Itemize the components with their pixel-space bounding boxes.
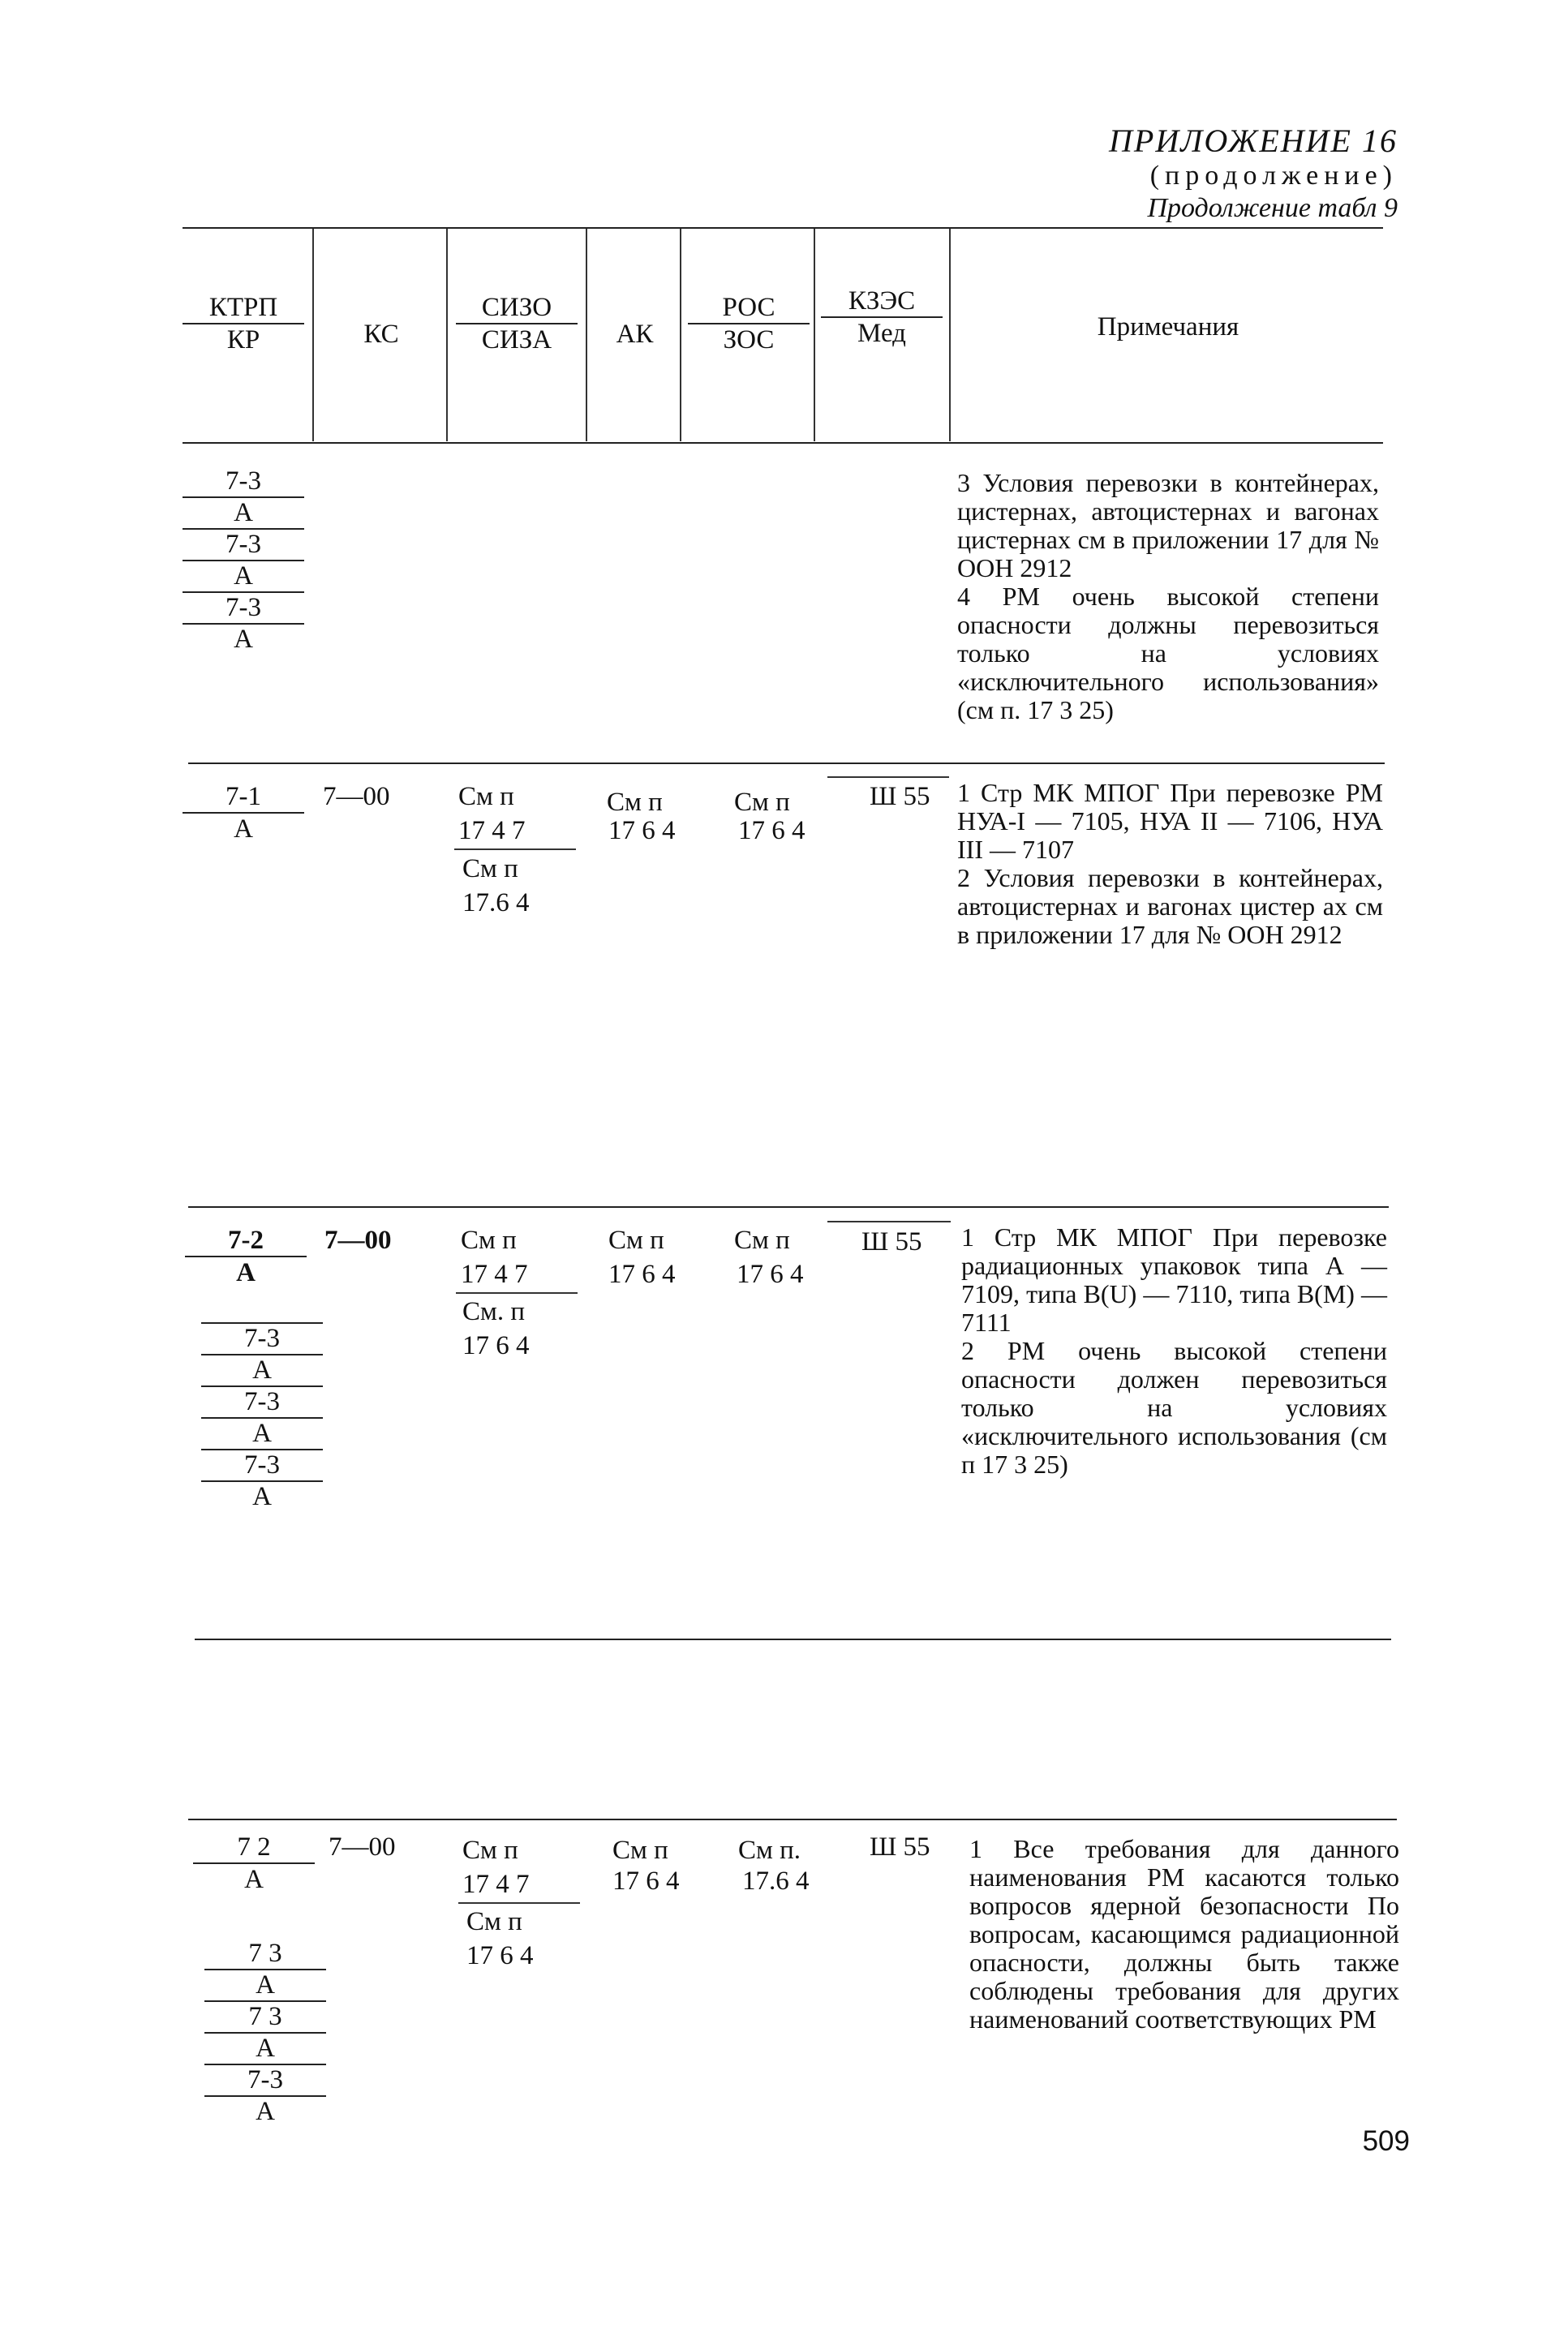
appendix-title: ПРИЛОЖЕНИЕ 16: [1109, 122, 1398, 159]
header-ak: АК: [616, 320, 654, 349]
stack-ktrp: 7-3: [247, 2065, 283, 2094]
page-header: [1109, 122, 1398, 225]
stack-kr: А: [234, 561, 253, 591]
stack-kr: А: [234, 625, 253, 654]
header-bottom-rule: [183, 442, 1383, 444]
cell-siza-2: 17 6 4: [466, 1941, 534, 1970]
cell-divider: [458, 1902, 580, 1904]
cell-ros-2: 17 6 4: [738, 816, 805, 845]
row-separator: [188, 1819, 1397, 1820]
header-med: Мед: [821, 316, 943, 349]
stack-ktrp: 7-3: [226, 593, 261, 622]
note-item: 3 Условия перевозки в контейнерах, цистернах, автоцистернах и вагонах цистернах см в приложении 17 для № ООН 2912: [957, 468, 1379, 582]
cell-ktrp: 7-2: [228, 1226, 264, 1255]
row-separator: [195, 1639, 1391, 1640]
col-divider: [446, 229, 448, 441]
header-ks: КС: [363, 320, 399, 349]
row4-ktrp-kr: [193, 1832, 315, 1895]
note-item: 2 РМ очень высокой степени опасности должен перевозиться только на условиях «исключительного использования (см п 17 3 25): [961, 1336, 1387, 1479]
note-item: 2 Условия перевозки в контейнерах, автоцистернах и вагонах цистер ах см в приложении 17 для № ООН 2912: [957, 863, 1383, 949]
header-ktrp-kr: [183, 292, 304, 355]
col-divider: [814, 229, 815, 441]
cell-siza-1: См. п: [462, 1297, 526, 1326]
cell-ks: 7—00: [324, 1226, 392, 1255]
cell-kzes: Ш 55: [870, 782, 930, 811]
note-item: 4 РМ очень высокой степени опасности должны перевозиться только на условиях «исключительного использования» (см п. 17 3 25): [957, 582, 1379, 724]
cell-kzes: Ш 55: [861, 1227, 922, 1257]
header-ros-zos: [688, 292, 810, 355]
cell-kzes: Ш 55: [870, 1832, 930, 1862]
header-notes: Примечания: [1097, 312, 1239, 342]
cell-sizo-1: См п: [462, 1836, 518, 1865]
cell-divider: [456, 1292, 578, 1294]
cell-siza-1: См п: [462, 854, 518, 883]
cell-ros-2: 17.6 4: [742, 1867, 810, 1896]
header-zos: ЗОС: [688, 323, 810, 355]
stack-ktrp: 7 3: [248, 1939, 282, 1968]
cell-kr: А: [193, 1862, 315, 1895]
cell-ros-2: 17 6 4: [737, 1260, 804, 1289]
stack-kr: А: [234, 498, 253, 527]
cell-sizo-1: См п: [458, 782, 514, 811]
cell-sizo-1: См п: [461, 1226, 517, 1255]
row-separator: [188, 763, 1385, 764]
cell-sizo-2: 17 4 7: [462, 1870, 530, 1899]
cell-divider: [827, 1221, 951, 1222]
cell-ak-1: См п: [612, 1836, 668, 1865]
header-kzes: КЗЭС: [848, 286, 916, 316]
row3-ktrp-kr: [185, 1225, 307, 1288]
cell-siza-2: 17.6 4: [462, 888, 530, 917]
stack-kr: А: [256, 1970, 275, 2000]
cell-ros-1: См п: [734, 788, 790, 817]
cell-siza-1: См п: [466, 1907, 522, 1936]
row1-notes: [957, 469, 1379, 724]
cell-ktrp: 7-1: [226, 782, 261, 811]
header-sizo-siza: [456, 292, 578, 355]
cell-ak-2: 17 6 4: [612, 1867, 680, 1896]
stack-kr: А: [252, 1419, 272, 1448]
page-number: 509: [1362, 2125, 1410, 2157]
col-divider: [586, 229, 587, 441]
cell-ros-1: См п.: [738, 1836, 801, 1865]
cell-divider: [454, 848, 576, 850]
stack-ktrp: 7 3: [248, 2002, 282, 2031]
stack-ktrp: 7-3: [226, 530, 261, 559]
header-sizo: СИЗО: [481, 293, 552, 322]
cell-ks: 7—00: [323, 782, 390, 811]
row2-ktrp-kr: [183, 781, 304, 844]
cell-ak-2: 17 6 4: [608, 1260, 676, 1289]
col-divider: [949, 229, 951, 441]
table-top-rule: [183, 227, 1383, 229]
stack-ktrp: 7-3: [244, 1387, 280, 1416]
cell-sizo-2: 17 4 7: [458, 816, 526, 845]
row3-kr-stack: [201, 1322, 323, 1512]
header-kr: КР: [183, 323, 304, 355]
stack-ktrp: 7-3: [226, 466, 261, 496]
cell-ak-2: 17 6 4: [608, 816, 676, 845]
stack-kr: А: [256, 2034, 275, 2063]
cell-siza-2: 17 6 4: [462, 1331, 530, 1360]
stack-kr: А: [252, 1482, 272, 1511]
cell-ktrp: 7 2: [237, 1832, 271, 1862]
cell-kr: А: [185, 1256, 307, 1288]
stack-kr: А: [252, 1355, 272, 1385]
cell-ros-1: См п: [734, 1226, 790, 1255]
header-kzes-med: [821, 286, 943, 349]
note-item: 1 Все требования для данного наименования РМ касаются только вопросов ядерной безопасности По вопросам, касающимся радиационной опасности, должны быть также соблюдены требования для других наименований соответствующих РМ: [969, 1834, 1399, 2034]
header-siza: СИЗА: [456, 323, 578, 355]
cell-sizo-2: 17 4 7: [461, 1260, 528, 1289]
cell-divider: [827, 776, 949, 778]
note-item: 1 Стр МК МПОГ При перевозке радиационных упаковок типа А — 7109, типа B(U) — 7110, типа B(M) — 7111: [961, 1222, 1387, 1337]
row3-notes: [961, 1223, 1387, 1479]
row4-notes: [969, 1835, 1399, 2034]
row1-kr-stack: [183, 466, 304, 655]
stack-ktrp: 7-3: [244, 1324, 280, 1353]
table-continuation-label: Продолжение табл 9: [1147, 193, 1398, 224]
continuation-label: (продолжение): [1149, 161, 1398, 191]
stack-kr: А: [256, 2097, 275, 2126]
cell-ak-1: См п: [607, 788, 663, 817]
cell-ak-1: См п: [608, 1226, 664, 1255]
row-separator: [188, 1206, 1389, 1208]
col-divider: [312, 229, 314, 441]
cell-ks: 7—00: [329, 1832, 396, 1862]
header-ktrp: КТРП: [208, 293, 278, 322]
row2-notes: [957, 779, 1383, 949]
header-ros: РОС: [722, 293, 775, 322]
col-divider: [680, 229, 681, 441]
cell-kr: А: [183, 812, 304, 844]
stack-ktrp: 7-3: [244, 1450, 280, 1480]
note-item: 1 Стр МК МПОГ При перевозке РМ НУА-I — 7105, НУА II — 7106, НУА III — 7107: [957, 778, 1383, 864]
row4-kr-stack: [204, 1939, 326, 2127]
